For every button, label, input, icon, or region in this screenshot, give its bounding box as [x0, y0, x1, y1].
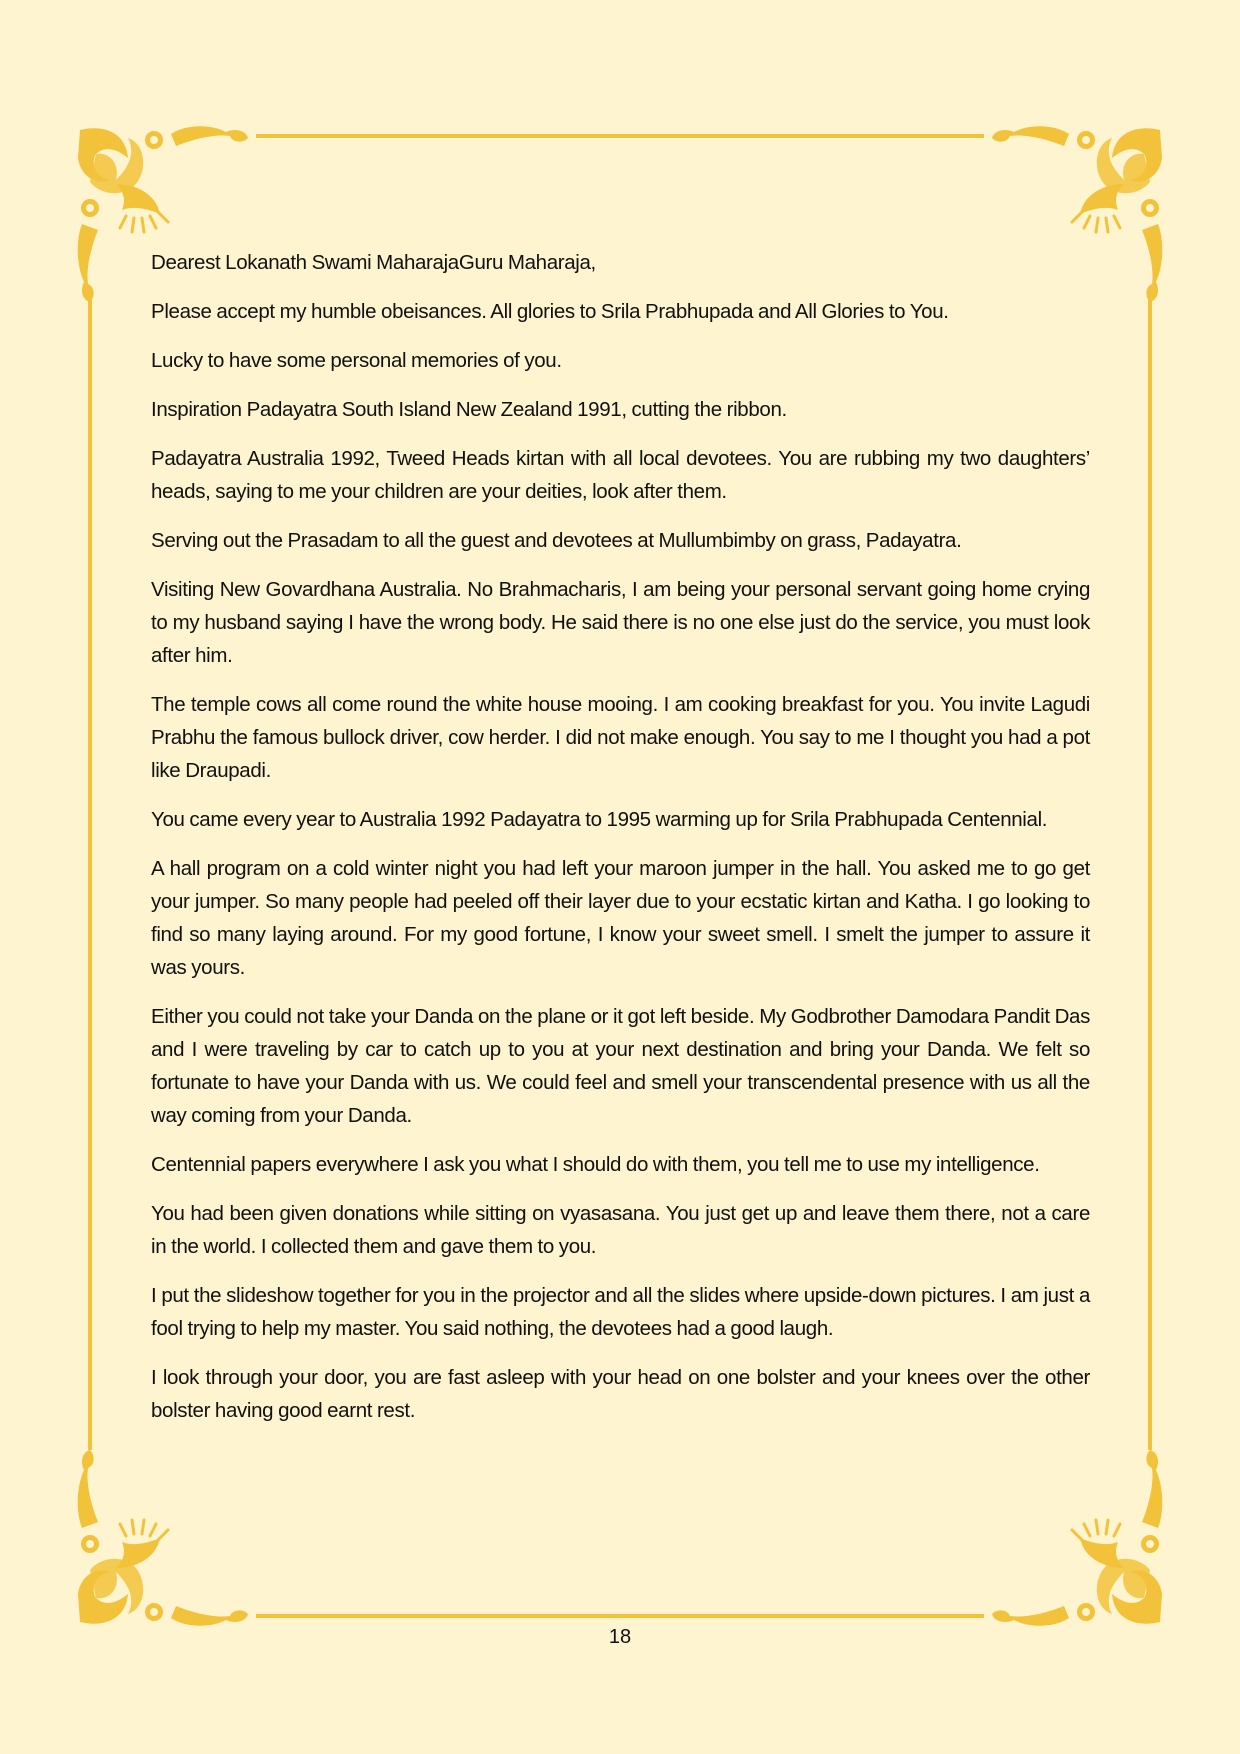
- paragraph: Either you could not take your Danda on the plane or it got left beside. My Godbrother Damodara Pandit Das and I were traveling by car to catch up to you at your next destination and bring your Danda. We felt so fortunate to have your Danda with us. We could feel and smell your transcendental presence with us all the way coming from your Danda.: [151, 1005, 1090, 1127]
- letter-body: [151, 246, 1090, 1443]
- paragraph: Please accept my humble obeisances. All glories to Srila Prabhupada and All Glories to You.: [151, 300, 949, 323]
- paragraph: Serving out the Prasadam to all the guest and devotees at Mullumbimby on grass, Padayatra.: [151, 529, 962, 552]
- paragraph: I look through your door, you are fast asleep with your head on one bolster and your knees over the other bolster having good earnt rest.: [151, 1366, 1090, 1422]
- corner-ornament-bottom-right: [984, 1448, 1164, 1628]
- salutation: Dearest Lokanath Swami MaharajaGuru Maharaja,: [151, 251, 596, 274]
- paragraph: You came every year to Australia 1992 Padayatra to 1995 warming up for Srila Prabhupada Centennial.: [151, 808, 1048, 831]
- corner-ornament-bottom-left: [76, 1448, 256, 1628]
- paragraph: Padayatra Australia 1992, Tweed Heads kirtan with all local devotees. You are rubbing my two daughters’ heads, saying to me your children are your deities, look after them.: [151, 447, 1090, 503]
- border-bottom-line: [256, 1614, 984, 1618]
- paragraph: You had been given donations while sitting on vyasasana. You just get up and leave them there, not a care in the world. I collected them and gave them to you.: [151, 1202, 1090, 1258]
- paragraph: Inspiration Padayatra South Island New Zealand 1991, cutting the ribbon.: [151, 398, 787, 421]
- border-left-line: [88, 300, 92, 1450]
- paragraph: The temple cows all come round the white house mooing. I am cooking breakfast for you. You invite Lagudi Prabhu the famous bullock driver, cow herder. I did not make enough. You say to me I thought you had a pot like Draupadi.: [151, 693, 1090, 782]
- paragraph: Centennial papers everywhere I ask you what I should do with them, you tell me to use my intelligence.: [151, 1153, 1040, 1176]
- paragraph: Lucky to have some personal memories of you.: [151, 349, 562, 372]
- page-number: 18: [608, 1626, 632, 1648]
- paragraph: I put the slideshow together for you in the projector and all the slides where upside-down pictures. I am just a fool trying to help my master. You said nothing, the devotees had a good laugh.: [151, 1284, 1090, 1340]
- paragraph: Visiting New Govardhana Australia. No Brahmacharis, I am being your personal servant going home crying to my husband saying I have the wrong body. He said there is no one else just do the service, you must look after him.: [151, 578, 1090, 667]
- border-top-line: [256, 134, 984, 138]
- border-right-line: [1148, 300, 1152, 1450]
- paragraph: A hall program on a cold winter night you had left your maroon jumper in the hall. You asked me to go get your jumper. So many people had peeled off their layer due to your ecstatic kirtan and Katha. I go looking to find so many laying around. For my good fortune, I know your sweet smell. I smelt the jumper to assure it was yours.: [151, 857, 1090, 979]
